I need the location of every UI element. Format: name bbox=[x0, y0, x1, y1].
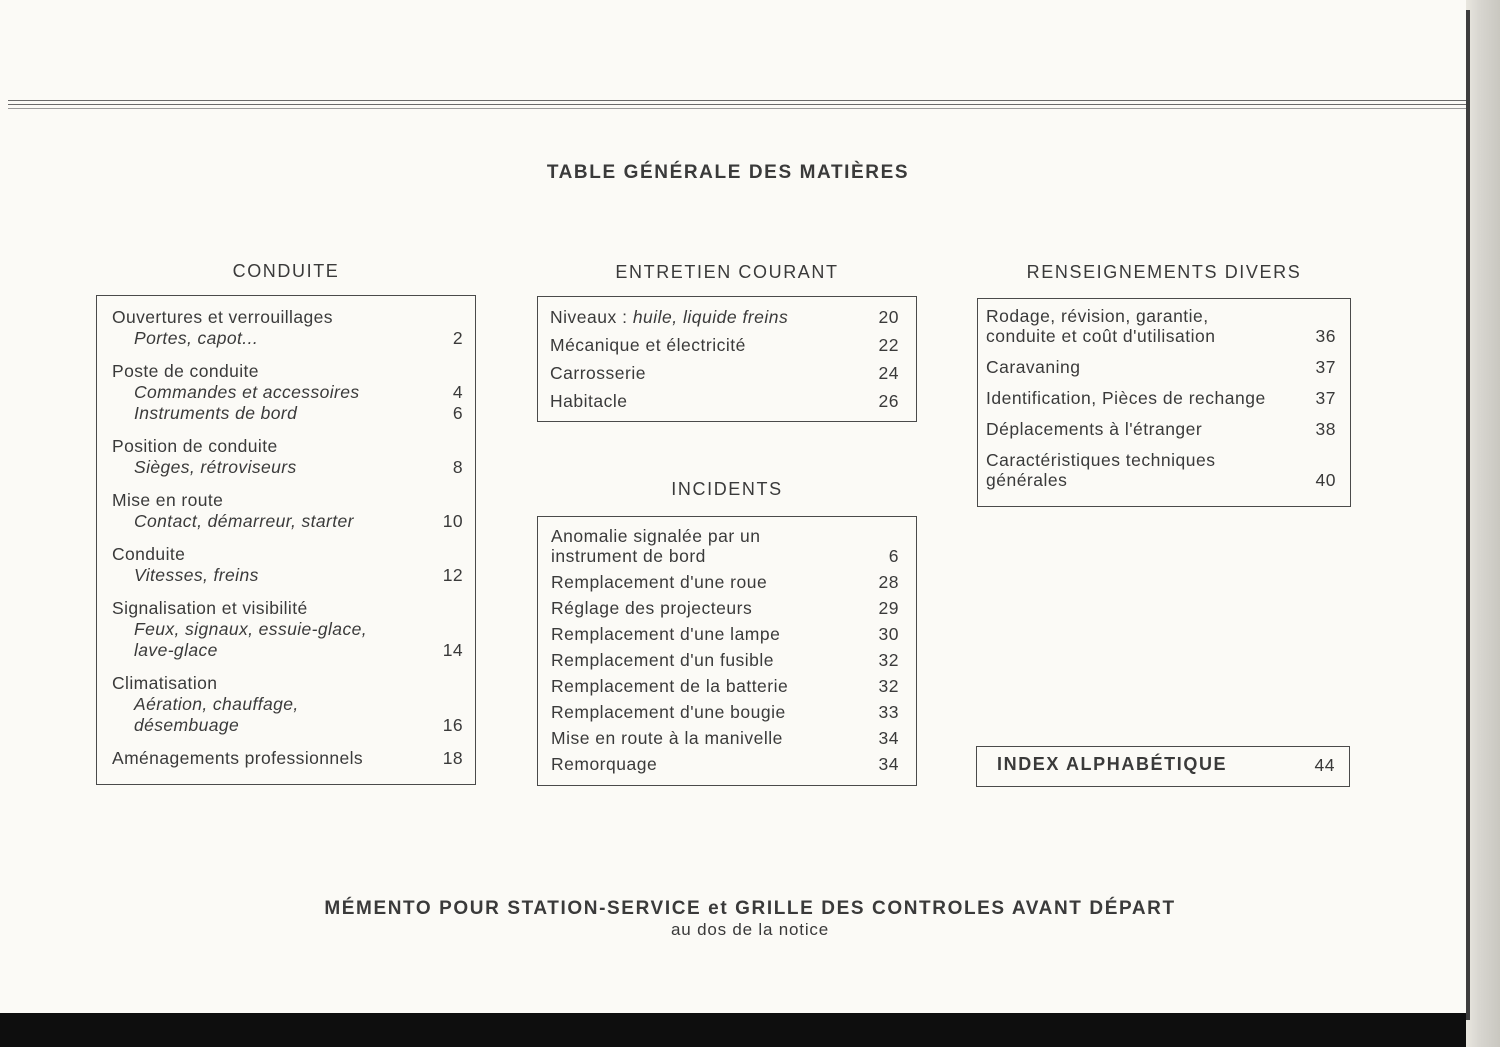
toc-page-number: 29 bbox=[878, 598, 899, 618]
toc-entry bbox=[551, 702, 899, 722]
toc-title: Identification, Pièces de rechange bbox=[986, 388, 1266, 408]
toc-entry bbox=[551, 598, 899, 618]
renseignements-box bbox=[977, 298, 1351, 507]
toc-title: Remplacement de la batterie bbox=[551, 676, 789, 696]
toc-entry bbox=[551, 624, 899, 644]
toc-title: Caravaning bbox=[986, 357, 1081, 377]
toc-page-number: 20 bbox=[878, 307, 899, 327]
toc-page-number: 2 bbox=[452, 328, 463, 348]
toc-entry bbox=[550, 305, 899, 333]
toc-subtitle: Sièges, rétroviseurs bbox=[134, 457, 297, 477]
index-page: 44 bbox=[1314, 755, 1335, 775]
toc-entry bbox=[551, 572, 899, 592]
toc-entry bbox=[986, 450, 1336, 490]
bottom-band bbox=[0, 1013, 1466, 1047]
entretien-box bbox=[537, 296, 917, 422]
toc-title: Réglage des projecteurs bbox=[551, 598, 753, 618]
toc-subtitle: huile, liquide freins bbox=[627, 307, 789, 327]
toc-page-number: 34 bbox=[878, 754, 899, 774]
toc-page-number: 8 bbox=[452, 457, 463, 477]
toc-title-continued: générales bbox=[986, 470, 1068, 490]
toc-page-number: 12 bbox=[442, 565, 463, 585]
toc-page-number: 30 bbox=[878, 624, 899, 644]
toc-title: Mise en route bbox=[112, 490, 224, 510]
toc-page-number: 6 bbox=[452, 403, 463, 423]
toc-entry bbox=[112, 490, 463, 532]
toc-title: Habitacle bbox=[550, 391, 628, 411]
toc-title-continued: instrument de bord bbox=[551, 546, 706, 566]
toc-title: Mise en route à la manivelle bbox=[551, 728, 783, 748]
toc-subtitle: Feux, signaux, essuie-glace, bbox=[134, 619, 367, 639]
incidents-list bbox=[551, 526, 899, 780]
toc-entry bbox=[986, 357, 1336, 377]
footer-subtitle: au dos de la notice bbox=[671, 920, 829, 939]
toc-entry bbox=[112, 544, 463, 586]
section-heading-entretien: ENTRETIEN COURANT bbox=[615, 262, 839, 282]
section-heading-incidents: INCIDENTS bbox=[671, 479, 783, 499]
toc-entry bbox=[112, 673, 463, 736]
toc-title: Niveaux : bbox=[550, 307, 628, 327]
toc-title: Remplacement d'une bougie bbox=[551, 702, 786, 722]
entretien-list bbox=[550, 305, 899, 417]
toc-subtitle: Portes, capot... bbox=[134, 328, 259, 348]
toc-entry bbox=[551, 676, 899, 696]
toc-title: Conduite bbox=[112, 544, 186, 564]
toc-subtitle: Aération, chauffage, bbox=[134, 694, 299, 714]
top-rule bbox=[8, 100, 1468, 101]
toc-subtitle: Instruments de bord bbox=[134, 403, 298, 423]
toc-page-number: 16 bbox=[442, 715, 463, 735]
toc-title: Mécanique et électricité bbox=[550, 335, 746, 355]
toc-entry bbox=[986, 388, 1336, 408]
toc-entry bbox=[986, 419, 1336, 439]
toc-title: Poste de conduite bbox=[112, 361, 259, 381]
toc-subtitle: Contact, démarreur, starter bbox=[134, 511, 354, 531]
toc-page-number: 26 bbox=[878, 391, 899, 411]
toc-page-number: 28 bbox=[878, 572, 899, 592]
incidents-box bbox=[537, 516, 917, 786]
toc-page-number: 14 bbox=[442, 640, 463, 660]
toc-title: Remplacement d'une lampe bbox=[551, 624, 781, 644]
toc-title: Caractéristiques techniques bbox=[986, 450, 1216, 470]
conduite-box bbox=[96, 295, 476, 785]
toc-title: Remplacement d'un fusible bbox=[551, 650, 775, 670]
toc-entry bbox=[550, 389, 899, 417]
toc-title: Anomalie signalée par un bbox=[551, 526, 761, 546]
toc-entry bbox=[112, 748, 463, 769]
toc-title: Aménagements professionnels bbox=[112, 748, 364, 768]
toc-title: Remplacement d'une roue bbox=[551, 572, 768, 592]
toc-entry bbox=[112, 598, 463, 661]
conduite-list bbox=[112, 307, 463, 769]
toc-title-continued: conduite et coût d'utilisation bbox=[986, 326, 1216, 346]
toc-subtitle: Commandes et accessoires bbox=[134, 382, 360, 402]
page-edge bbox=[1466, 0, 1500, 1047]
binding-line bbox=[1466, 10, 1470, 1020]
section-heading-renseignements: RENSEIGNEMENTS DIVERS bbox=[1026, 262, 1302, 282]
toc-page-number: 4 bbox=[452, 382, 463, 402]
toc-title: Déplacements à l'étranger bbox=[986, 419, 1203, 439]
toc-page-number: 33 bbox=[878, 702, 899, 722]
renseignements-list bbox=[986, 306, 1336, 501]
toc-entry bbox=[112, 436, 463, 478]
page-title: TABLE GÉNÉRALE DES MATIÈRES bbox=[546, 162, 910, 183]
toc-title: Ouvertures et verrouillages bbox=[112, 307, 333, 327]
toc-title: Carrosserie bbox=[550, 363, 646, 383]
toc-entry bbox=[551, 728, 899, 748]
toc-entry bbox=[551, 650, 899, 670]
toc-entry bbox=[112, 361, 463, 424]
toc-subtitle: lave-glace bbox=[134, 640, 218, 660]
toc-page-number: 18 bbox=[442, 748, 463, 768]
toc-subtitle: Vitesses, freins bbox=[134, 565, 259, 585]
toc-entry bbox=[551, 754, 899, 774]
toc-title: Remorquage bbox=[551, 754, 658, 774]
toc-page-number: 34 bbox=[878, 728, 899, 748]
toc-entry bbox=[550, 361, 899, 389]
toc-page-number: 37 bbox=[1315, 357, 1336, 377]
toc-page-number: 36 bbox=[1315, 326, 1336, 346]
top-rule bbox=[8, 104, 1468, 105]
toc-entry bbox=[550, 333, 899, 361]
toc-title: Rodage, révision, garantie, bbox=[986, 306, 1209, 326]
toc-title: Signalisation et visibilité bbox=[112, 598, 308, 618]
toc-title: Climatisation bbox=[112, 673, 218, 693]
toc-page-number: 32 bbox=[878, 650, 899, 670]
index-label: INDEX ALPHABÉTIQUE bbox=[997, 754, 1228, 774]
toc-entry bbox=[551, 526, 899, 566]
section-heading-conduite: CONDUITE bbox=[232, 261, 340, 281]
toc-page-number: 38 bbox=[1315, 419, 1336, 439]
footer-title: MÉMENTO POUR STATION-SERVICE et GRILLE DES CONTROLES AVANT DÉPART bbox=[324, 898, 1176, 919]
top-rule bbox=[8, 108, 1468, 109]
toc-page-number: 24 bbox=[878, 363, 899, 383]
toc-page-number: 6 bbox=[888, 546, 899, 566]
toc-page-number: 10 bbox=[442, 511, 463, 531]
toc-page-number: 22 bbox=[878, 335, 899, 355]
index-box bbox=[976, 746, 1350, 787]
toc-page-number: 40 bbox=[1315, 470, 1336, 490]
toc-entry bbox=[112, 307, 463, 349]
toc-page-number: 32 bbox=[878, 676, 899, 696]
toc-subtitle: désembuage bbox=[134, 715, 240, 735]
toc-title: Position de conduite bbox=[112, 436, 278, 456]
toc-entry bbox=[986, 306, 1336, 346]
toc-page-number: 37 bbox=[1315, 388, 1336, 408]
